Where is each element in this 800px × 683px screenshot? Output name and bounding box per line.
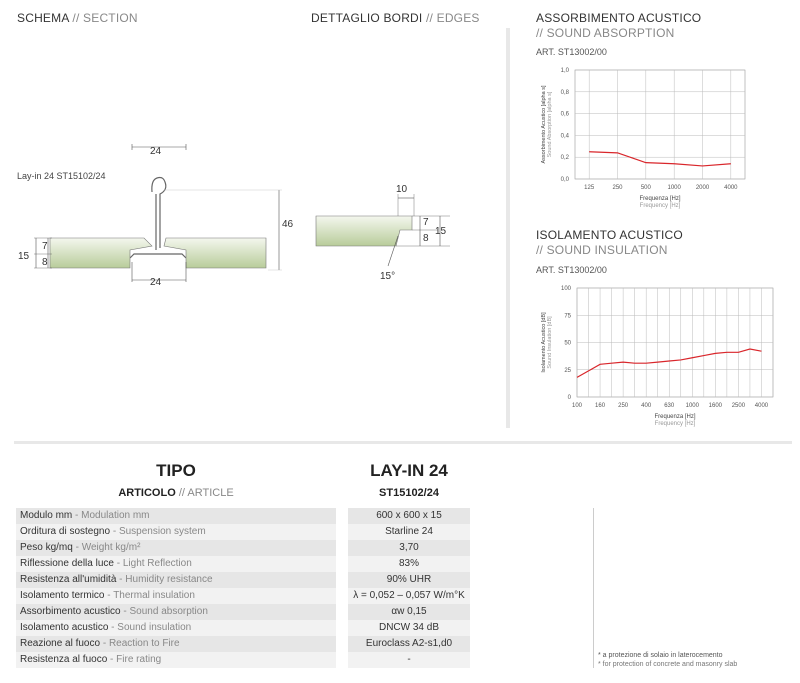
x-tick-label: 2500: [731, 403, 746, 409]
dim-upper: 7: [42, 241, 48, 252]
absorption-chart: [535, 62, 765, 217]
articolo-sep: //: [175, 487, 188, 499]
absorption-title-it: ASSORBIMENTO ACUSTICO: [536, 11, 702, 25]
x-tick-label: 2000: [695, 185, 710, 191]
spec-row: Assorbimento acustico - Sound absorption: [16, 604, 336, 620]
spec-label-it: Isolamento acustico: [20, 622, 109, 633]
edge-dim-width: 10: [396, 184, 408, 195]
spec-row: Resistenza al fuoco - Fire rating: [16, 652, 336, 668]
edges-header-en: EDGES: [436, 11, 480, 25]
y-axis-label-it: Isolamento Acustico [dB]: [541, 312, 547, 373]
spec-label-en: Modulation mm: [81, 510, 150, 521]
y-tick-label: 100: [560, 286, 571, 292]
section-header-it: SCHEMA: [17, 11, 69, 25]
spec-label-it: Assorbimento acustico: [20, 606, 121, 617]
spec-row: Orditura di sostegno - Suspension system: [16, 524, 336, 540]
table-tipo: TIPO: [156, 461, 196, 480]
x-tick-label: 100: [571, 403, 583, 409]
edge-dim-lower: 8: [423, 233, 429, 244]
horizontal-divider: [14, 441, 792, 444]
spec-value: 600 x 600 x 15: [348, 508, 470, 524]
x-tick-label: 500: [640, 185, 651, 191]
x-tick-label: 400: [641, 403, 652, 409]
footnote-it: * a protezione di solaio in laterocemento: [598, 652, 723, 659]
spec-row: Peso kg/mq - Weight kg/m²: [16, 540, 336, 556]
y-tick-label: 0,4: [560, 133, 569, 140]
spec-label-en: Sound insulation: [117, 622, 192, 633]
table-articolo: [16, 487, 336, 499]
dim-bottom-width: 24: [150, 277, 162, 288]
spec-row: Isolamento termico - Thermal insulation: [16, 588, 336, 604]
y-tick-label: 75: [564, 313, 571, 320]
edge-dim-angle: 15°: [380, 271, 396, 282]
y-tick-label: 0,8: [560, 89, 569, 96]
spec-label-it: Riflessione della luce: [20, 558, 114, 569]
spec-label-en: Fire rating: [116, 654, 162, 665]
x-tick-label: 4000: [724, 185, 738, 191]
x-tick-label: 125: [584, 185, 595, 191]
product-name: LAY-IN 24: [370, 461, 448, 480]
x-tick-label: 160: [595, 403, 606, 409]
insulation-chart: [535, 280, 785, 435]
spec-value: 3,70: [348, 540, 470, 556]
spec-label-it: Peso kg/mq: [20, 542, 73, 553]
x-tick-label: 4000: [754, 403, 769, 409]
series-line: [589, 152, 731, 166]
x-axis-label-en: Frequency [Hz]: [654, 421, 696, 427]
spec-label-it: Modulo mm: [20, 510, 73, 521]
spec-label-en: Weight kg/m²: [81, 542, 141, 553]
spec-label-en: Humidity resistance: [125, 574, 213, 585]
x-axis-label-it: Frequenza [Hz]: [654, 414, 696, 420]
y-axis-label-it: Assorbimento Acustico [alpha s]: [541, 85, 547, 164]
x-tick-label: 1000: [667, 185, 681, 191]
y-axis-label-en: Sound Insulation [dB]: [547, 316, 553, 369]
insulation-article: ART. ST13002/00: [536, 265, 607, 275]
edge-tile: [316, 216, 412, 246]
x-tick-label: 1000: [685, 403, 699, 409]
edges-header-it: DETTAGLIO BORDI: [311, 11, 423, 25]
spec-label-en: Suspension system: [118, 526, 206, 537]
spec-value: αw 0,15: [348, 604, 470, 620]
insulation-title-it: ISOLAMENTO ACUSTICO: [536, 228, 683, 242]
spec-value: Starline 24: [348, 524, 470, 540]
left-tile: [50, 238, 152, 268]
absorption-article: ART. ST13002/00: [536, 47, 607, 57]
x-tick-label: 630: [664, 403, 675, 409]
t-profile-flange: [130, 254, 186, 258]
spec-row: Modulo mm - Modulation mm: [16, 508, 336, 524]
spec-row: Isolamento acustico - Sound insulation: [16, 620, 336, 636]
y-tick-label: 50: [564, 340, 571, 347]
y-tick-label: 0,0: [560, 177, 569, 183]
spec-value: DNCW 34 dB: [348, 620, 470, 636]
section-header-sep: //: [68, 11, 84, 25]
dim-total-height: 46: [282, 219, 294, 230]
spec-label-en: Sound absorption: [129, 606, 208, 617]
section-header: [17, 11, 138, 25]
articolo-it: ARTICOLO: [118, 487, 176, 499]
dim-top-width: 24: [150, 146, 162, 157]
spec-label-it: Isolamento termico: [20, 590, 105, 601]
x-axis-label-en: Frequency [Hz]: [639, 203, 681, 209]
spec-value: -: [348, 652, 470, 668]
spec-label-it: Resistenza al fuoco: [20, 654, 108, 665]
x-tick-label: 250: [612, 185, 623, 191]
edges-header: [311, 11, 480, 25]
footnote-en: * for protection of concrete and masonry slab: [598, 661, 738, 668]
spec-value: 83%: [348, 556, 470, 572]
column-divider: [506, 28, 510, 428]
articolo-en: ARTICLE: [187, 487, 234, 499]
dim-thickness: 15: [18, 251, 30, 262]
dim-lower: 8: [42, 257, 48, 268]
spec-value: Euroclass A2-s1,d0: [348, 636, 470, 652]
edge-dim-thickness: 15: [435, 226, 447, 237]
x-tick-label: 1600: [708, 403, 723, 409]
right-tile: [164, 238, 266, 268]
y-tick-label: 25: [564, 367, 571, 374]
x-tick-label: 250: [618, 403, 629, 409]
spec-value: λ = 0,052 – 0,057 W/m°K: [348, 588, 470, 604]
spec-row: Reazione al fuoco - Reaction to Fire: [16, 636, 336, 652]
absorption-title-en: // SOUND ABSORPTION: [536, 26, 675, 40]
spec-label-en: Thermal insulation: [113, 590, 195, 601]
y-tick-label: 0: [567, 395, 571, 401]
x-axis-label-it: Frequenza [Hz]: [639, 196, 681, 202]
spec-label-en: Light Reflection: [122, 558, 192, 569]
table-divider: [593, 508, 594, 668]
section-header-en: SECTION: [83, 11, 138, 25]
spec-label-it: Reazione al fuoco: [20, 638, 101, 649]
insulation-title-en: // SOUND INSULATION: [536, 243, 668, 257]
spec-label-en: Reaction to Fire: [108, 638, 180, 649]
spec-row: Resistenza all'umidità - Humidity resistance: [16, 572, 336, 588]
y-tick-label: 1,0: [560, 68, 569, 74]
product-code: ST15102/24: [379, 487, 439, 499]
spec-label-it: Orditura di sostegno: [20, 526, 111, 537]
edges-header-sep: //: [422, 11, 437, 25]
y-tick-label: 0,6: [560, 111, 569, 118]
profile-label: Lay-in 24 ST15102/24: [17, 171, 106, 181]
edge-dim-upper: 7: [423, 217, 429, 228]
spec-label-it: Resistenza all'umidità: [20, 574, 117, 585]
t-profile-bulb: [152, 178, 166, 249]
spec-value: 90% UHR: [348, 572, 470, 588]
y-axis-label-en: Sound Absorption [alpha s]: [547, 91, 553, 158]
y-tick-label: 0,2: [560, 155, 569, 162]
spec-row: Riflessione della luce - Light Reflection: [16, 556, 336, 572]
